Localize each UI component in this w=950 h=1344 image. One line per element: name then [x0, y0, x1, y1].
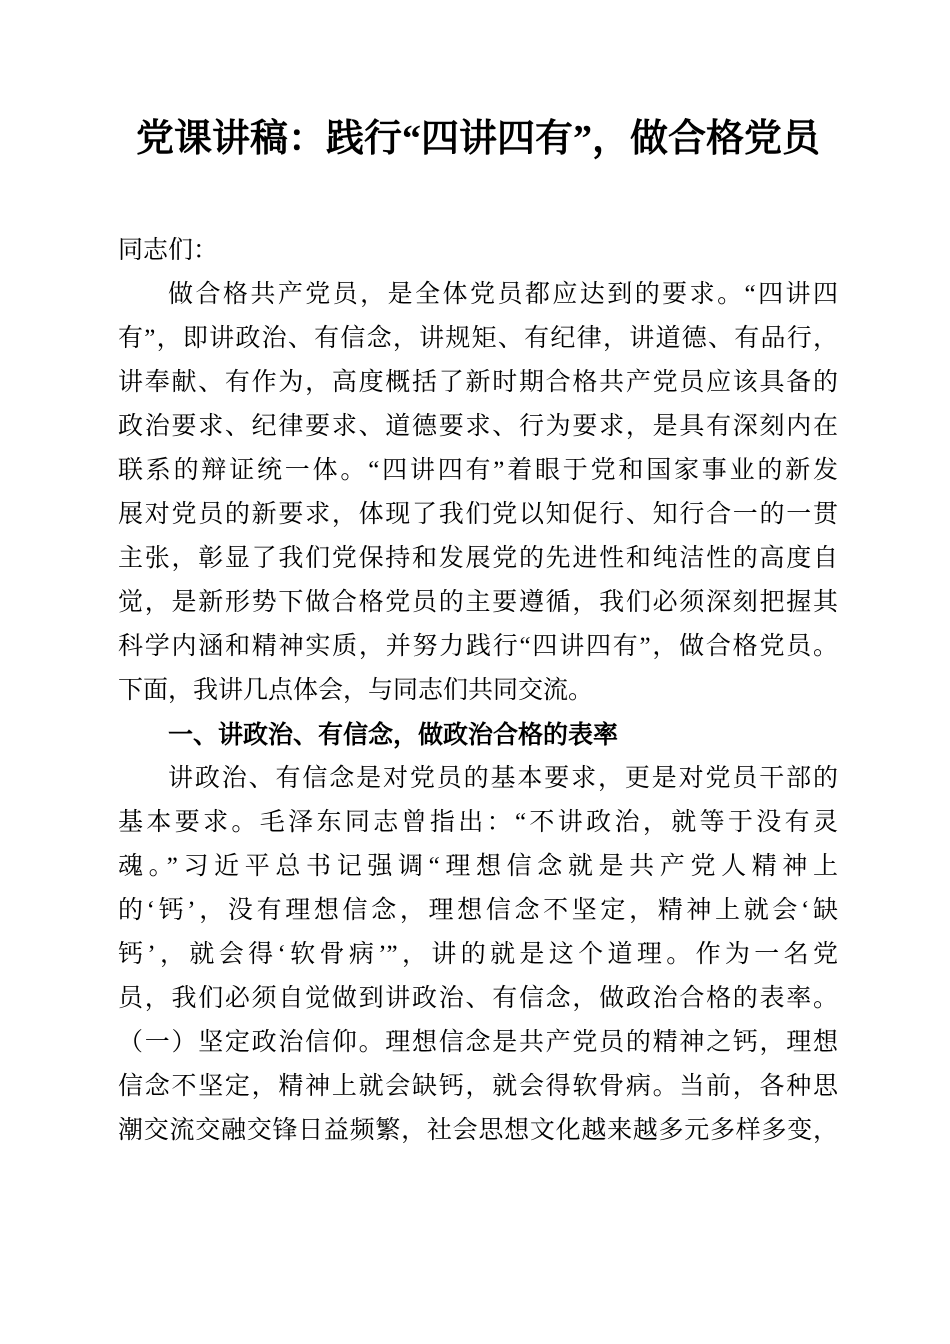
text-line: 潮交流交融交锋日益频繁，社会思想文化越来越多元多样多变，	[118, 1117, 838, 1144]
text-line: 有”，即讲政治、有信念，讲规矩、有纪律，讲道德、有品行，	[118, 325, 838, 352]
document-content	[118, 229, 838, 1153]
text-line: 员，我们必须自觉做到讲政治、有信念，做政治合格的表率。	[118, 985, 838, 1012]
text-line: 的‘钙’，没有理想信念，理想信念不坚定，精神上就会‘缺	[118, 897, 838, 924]
text-line: （一）坚定政治信仰。理想信念是共产党员的精神之钙，理想	[118, 1029, 838, 1056]
text-line: 信念不坚定，精神上就会缺钙，就会得软骨病。当前，各种思	[118, 1073, 838, 1100]
text-line: 基本要求。毛泽东同志曾指出：“不讲政治，就等于没有灵	[118, 809, 838, 836]
text-line: 做合格共产党员，是全体党员都应达到的要求。“四讲四	[168, 281, 838, 308]
page-title: 党课讲稿：践行“四讲四有”，做合格党员	[135, 118, 820, 160]
text-line: 展对党员的新要求，体现了我们党以知促行、知行合一的一贯	[118, 501, 838, 528]
text-line: 政治要求、纪律要求、道德要求、行为要求，是具有深刻内在	[118, 413, 838, 440]
text-line: 讲奉献、有作为，高度概括了新时期合格共产党员应该具备的	[118, 369, 838, 396]
paragraph	[118, 273, 838, 713]
text-line: 下面，我讲几点体会，与同志们共同交流。	[118, 677, 594, 704]
salutation: 同志们：	[118, 237, 219, 264]
text-line: 魂。”习近平总书记强调“理想信念就是共产党人精神上	[118, 853, 838, 880]
text-line: 觉，是新形势下做合格党员的主要遵循，我们必须深刻把握其	[118, 589, 838, 616]
text-line: 科学内涵和精神实质，并努力践行“四讲四有”，做合格党员。	[118, 633, 838, 660]
section-heading: 一、讲政治、有信念，做政治合格的表率	[168, 721, 619, 749]
text-line: 钙’，就会得‘软骨病’”，讲的就是这个道理。作为一名党	[118, 941, 838, 968]
paragraph	[118, 757, 838, 1153]
text-line: 讲政治、有信念是对党员的基本要求，更是对党员干部的	[168, 765, 838, 792]
text-line: 主张，彰显了我们党保持和发展党的先进性和纯洁性的高度自	[118, 545, 838, 572]
text-line: 联系的辩证统一体。“四讲四有”着眼于党和国家事业的新发	[118, 457, 838, 484]
